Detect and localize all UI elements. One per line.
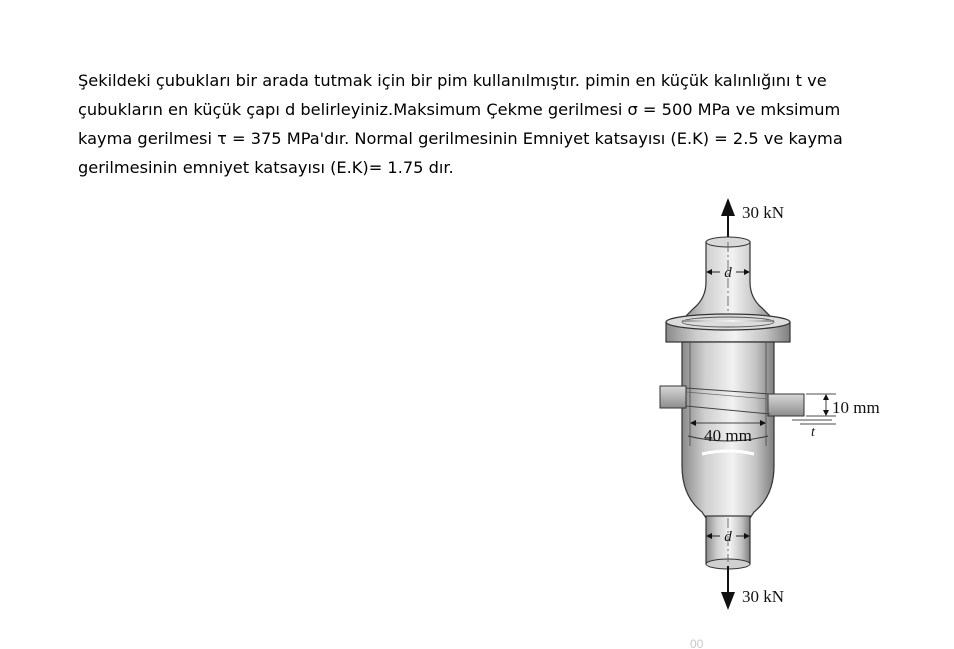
thickness-dimension (792, 420, 836, 424)
pin-assembly-figure (640, 196, 900, 648)
problem-line-1: Şekildeki çubukları bir arada tutmak için bir pim kullanılmıştır. pimin en küçük kalınlığını t ve (78, 71, 827, 90)
problem-line-3: kayma gerilmesi τ = 375 MPa'dır. Normal gerilmesinin Emniyet katsayısı (E.K) = 2.5 ve kayma (78, 129, 843, 148)
bottom-force-label: 30 kN (742, 587, 785, 606)
problem-statement (78, 66, 918, 182)
pin-height-label: 10 mm (832, 398, 880, 417)
inner-width-label: 40 mm (704, 426, 752, 445)
top-diameter-label: d (724, 265, 732, 281)
thickness-label: t (811, 425, 815, 440)
top-force-label: 30 kN (742, 203, 785, 222)
bottom-diameter-label: d (724, 529, 732, 545)
flange (666, 314, 790, 342)
bottom-force-arrow (721, 566, 735, 610)
problem-line-4: gerilmesinin emniyet katsayısı (E.K)= 1.75 dır. (78, 158, 454, 177)
problem-line-2: çubukların en küçük çapı d belirleyiniz.Maksimum Çekme gerilmesi σ = 500 MPa ve mksimum (78, 100, 841, 119)
footer-mark: 00 (690, 637, 704, 648)
